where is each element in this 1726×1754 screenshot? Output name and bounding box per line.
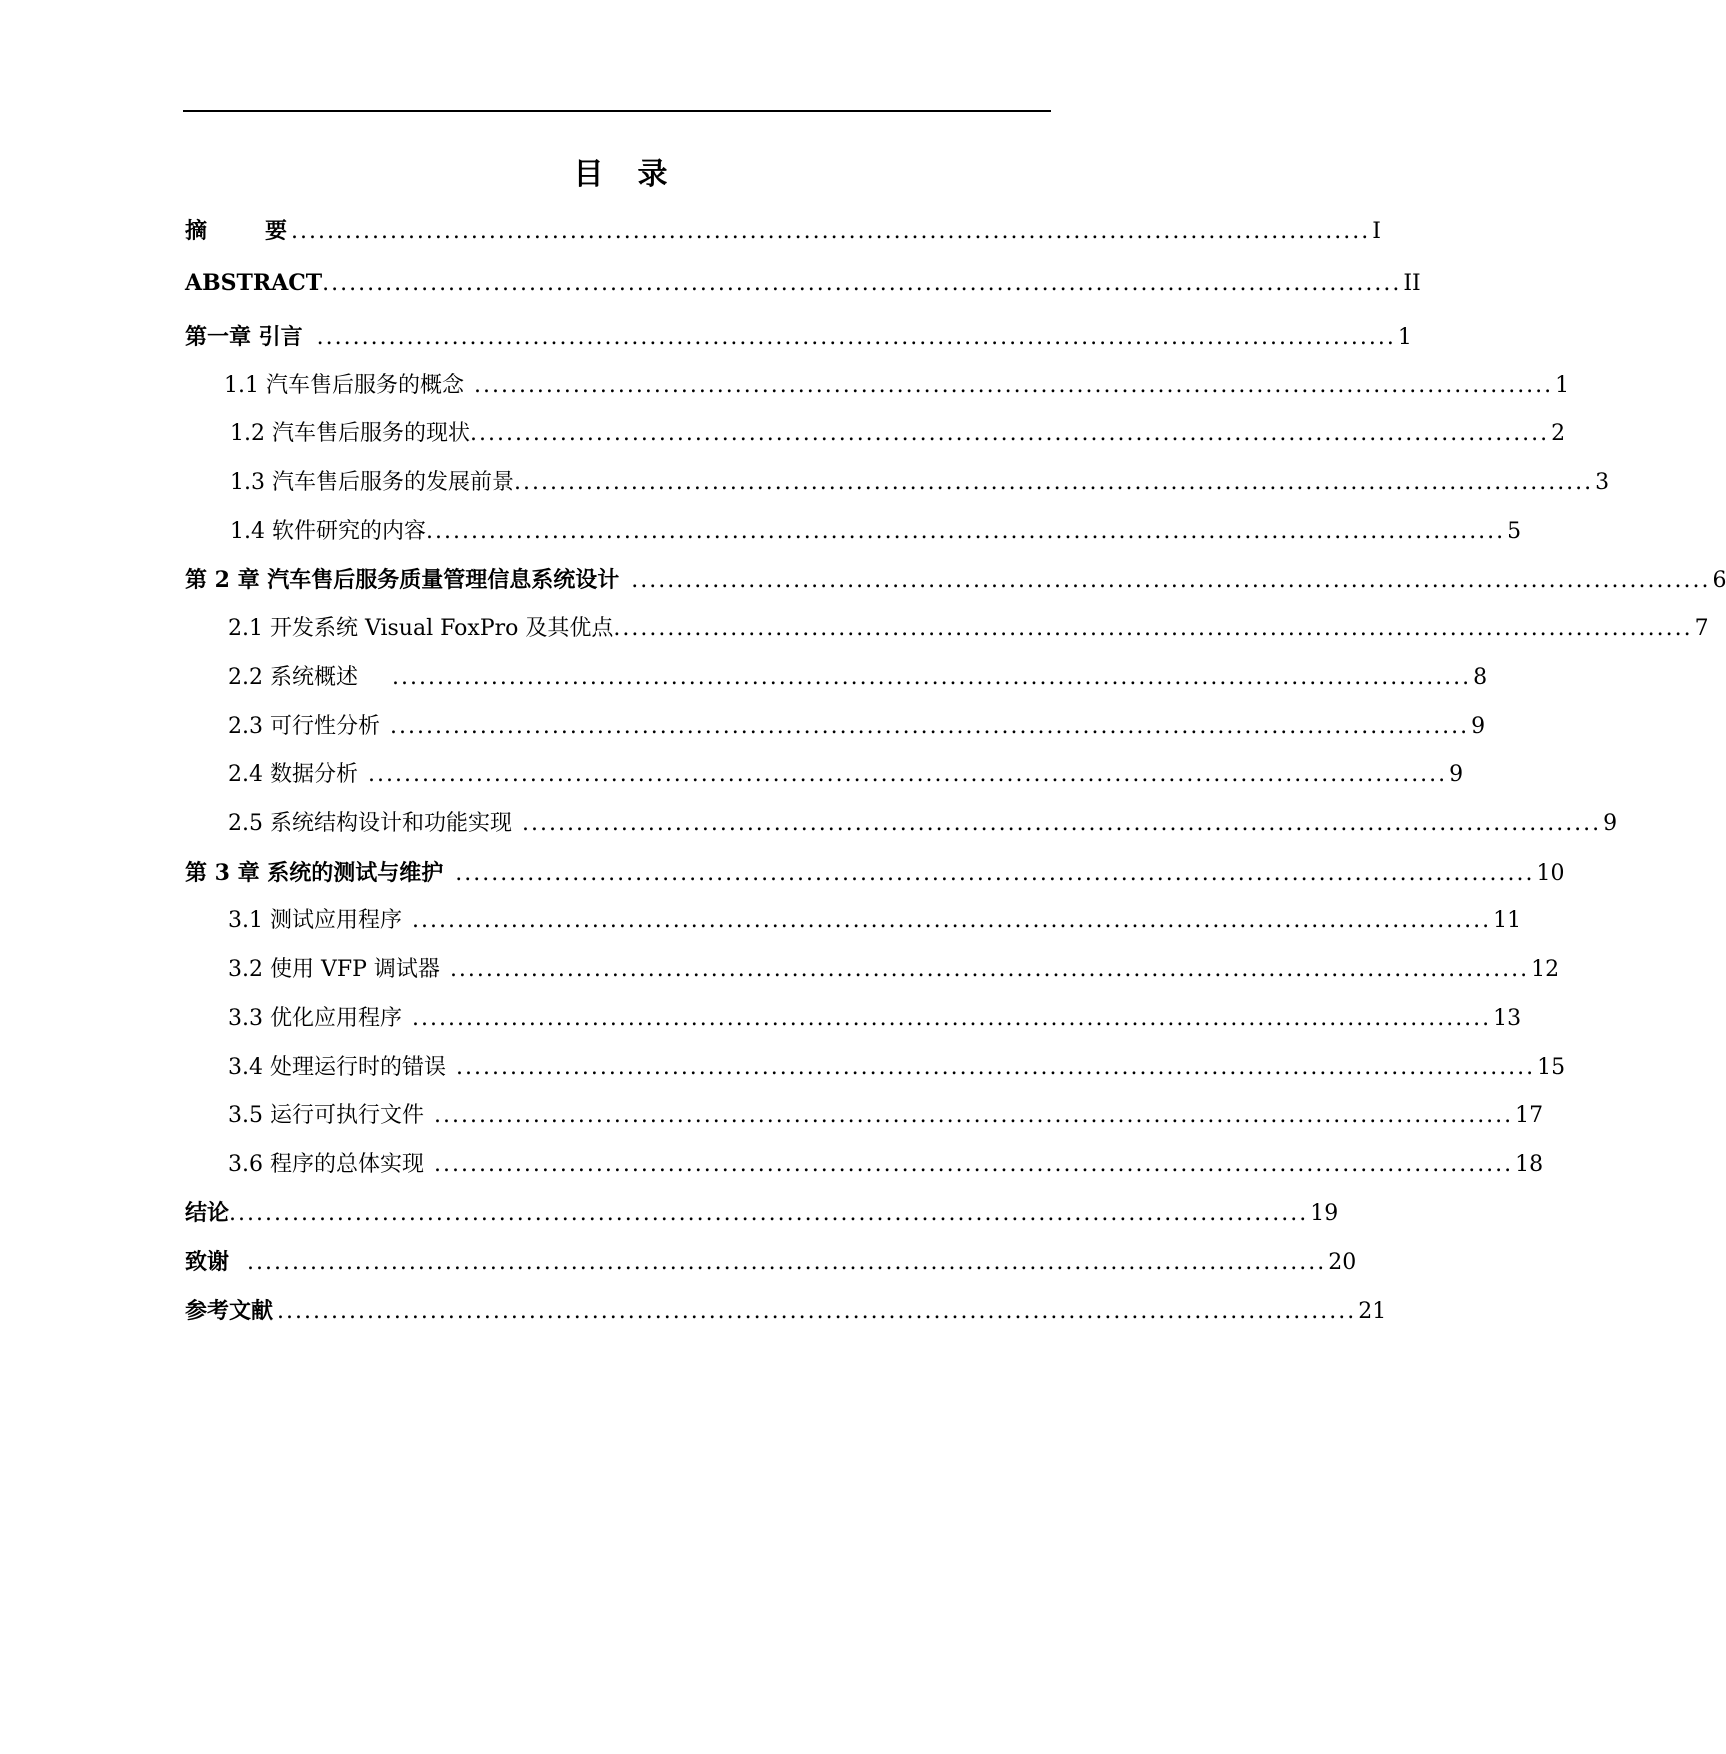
toc-leader: ........................................................................................................................ (367, 762, 1448, 787)
toc-entry-page: II (1403, 271, 1421, 296)
toc-entry-1-2[interactable] (230, 418, 1566, 450)
toc-entry-label: 1.4 软件研究的内容 (230, 519, 426, 544)
toc-leader: ........................................................................................................................ (613, 616, 1693, 641)
toc-leader: ........................................................................................................................ (291, 219, 1371, 244)
toc-leader: ........................................................................................................................ (425, 519, 1506, 544)
toc-leader: ........................................................................................................................ (473, 373, 1554, 398)
toc-entry-page: 9 (1471, 714, 1486, 739)
toc-entry-page: 20 (1328, 1250, 1357, 1275)
toc-entry-2-1[interactable] (228, 613, 1709, 645)
toc-leader: ........................................................................................................................ (513, 470, 1594, 495)
toc-leader: ........................................................................................................................ (389, 714, 1470, 739)
toc-entry-page: 15 (1537, 1055, 1566, 1080)
toc-leader: ........................................................................................................................ (411, 908, 1492, 933)
toc-leader: ........................................................................................................................ (449, 957, 1530, 982)
toc-entry-label: 第 3 章 系统的测试与维护 (185, 860, 444, 886)
toc-entry-chapter-2[interactable] (185, 564, 1726, 596)
toc-leader: ........................................................................................................................ (316, 325, 1396, 350)
toc-entry-page: 3 (1595, 470, 1610, 495)
toc-entry-2-5[interactable] (228, 808, 1618, 840)
toc-entry-page: 18 (1515, 1152, 1544, 1177)
toc-entry-page: 7 (1694, 616, 1709, 641)
toc-entry-label: 1.2 汽车售后服务的现状 (230, 421, 470, 446)
toc-entry-2-4[interactable] (228, 759, 1464, 791)
toc-entry-3-4[interactable] (228, 1052, 1566, 1084)
toc-entry-label: 1.3 汽车售后服务的发展前景 (230, 470, 514, 495)
toc-entry-page: 21 (1358, 1299, 1387, 1324)
toc-entry-label: 结论 (185, 1200, 230, 1226)
toc-entry-page: 1 (1555, 373, 1570, 398)
toc-entry-page: 2 (1551, 421, 1566, 446)
toc-entry-page: 1 (1397, 325, 1412, 350)
header-rule (183, 110, 1051, 112)
toc-entry-abstract-en[interactable] (185, 267, 1421, 299)
toc-entry-label: 1.1 汽车售后服务的概念 (224, 373, 464, 398)
toc-entry-acknowledgements[interactable] (185, 1246, 1357, 1278)
toc-leader: ........................................................................................................................ (455, 861, 1535, 886)
toc-leader: ........................................................................................................................ (631, 568, 1711, 593)
toc-entry-label: 摘 要 (185, 218, 288, 244)
toc-leader: ........................................................................................................................ (411, 1006, 1492, 1031)
toc-entry-label: 2.5 系统结构设计和功能实现 (228, 811, 512, 836)
toc-entry-label: 第 2 章 汽车售后服务质量管理信息系统设计 (185, 567, 620, 593)
toc-entry-abstract-cn[interactable] (185, 215, 1381, 247)
toc-leader: ........................................................................................................................ (433, 1103, 1514, 1128)
toc-leader: ........................................................................................................................ (391, 665, 1472, 690)
toc-entry-page: 19 (1310, 1201, 1339, 1226)
toc-entry-references[interactable] (185, 1295, 1387, 1327)
toc-entry-page: I (1372, 219, 1381, 244)
toc-leader: ........................................................................................................................ (229, 1201, 1309, 1226)
toc-entry-page: 10 (1536, 861, 1565, 886)
toc-entry-label: 3.5 运行可执行文件 (228, 1103, 424, 1128)
toc-entry-label: 3.1 测试应用程序 (228, 908, 402, 933)
toc-entry-label: 第一章 引言 (185, 324, 303, 350)
toc-entry-label: 参考文献 (185, 1298, 274, 1324)
toc-leader: ........................................................................................................................ (277, 1299, 1357, 1324)
toc-title (0, 153, 1241, 197)
toc-entry-1-3[interactable] (230, 467, 1610, 499)
toc-entry-page: 9 (1603, 811, 1618, 836)
toc-entry-page: 12 (1531, 957, 1560, 982)
toc-entry-label: 致谢 (185, 1249, 230, 1275)
toc-entry-conclusion[interactable] (185, 1197, 1339, 1229)
toc-entry-label: 3.4 处理运行时的错误 (228, 1055, 446, 1080)
toc-entry-chapter-3[interactable] (185, 857, 1565, 889)
toc-entry-1-1[interactable] (224, 370, 1570, 402)
toc-entry-2-2[interactable] (228, 662, 1488, 694)
toc-entry-3-2[interactable] (228, 954, 1560, 986)
toc-leader: ........................................................................................................................ (455, 1055, 1536, 1080)
toc-leader: ........................................................................................................................ (469, 421, 1550, 446)
toc-leader: ........................................................................................................................ (433, 1152, 1514, 1177)
toc-entry-3-3[interactable] (228, 1003, 1522, 1035)
toc-entry-page: 13 (1493, 1006, 1522, 1031)
toc-entry-2-3[interactable] (228, 711, 1486, 743)
toc-entry-label: 2.4 数据分析 (228, 762, 358, 787)
toc-entry-3-6[interactable] (228, 1149, 1544, 1181)
toc-entry-3-5[interactable] (228, 1100, 1544, 1132)
toc-entry-page: 9 (1449, 762, 1464, 787)
toc-entry-3-1[interactable] (228, 905, 1522, 937)
toc-entry-page: 8 (1473, 665, 1488, 690)
toc-entry-page: 5 (1507, 519, 1522, 544)
toc-entry-label: 3.6 程序的总体实现 (228, 1152, 424, 1177)
toc-leader: ........................................................................................................................ (521, 811, 1602, 836)
toc-entry-label: ABSTRACT (185, 270, 323, 296)
toc-entry-label: 3.3 优化应用程序 (228, 1006, 402, 1031)
toc-entry-label: 2.3 可行性分析 (228, 714, 380, 739)
toc-entry-label: 2.1 开发系统 Visual FoxPro 及其优点 (228, 616, 614, 641)
toc-leader: ........................................................................................................................ (247, 1250, 1327, 1275)
toc-entry-chapter-1[interactable] (185, 321, 1412, 353)
toc-leader: ........................................................................................................................ (322, 271, 1402, 296)
toc-entry-page: 17 (1515, 1103, 1544, 1128)
toc-title-char-1: 目 (573, 157, 604, 192)
toc-entry-page: 6 (1712, 568, 1726, 593)
toc-entry-label: 2.2 系统概述 (228, 665, 358, 690)
toc-entry-1-4[interactable] (230, 516, 1522, 548)
toc-entry-label: 3.2 使用 VFP 调试器 (228, 957, 440, 982)
toc-title-char-2: 录 (637, 157, 668, 192)
toc-entry-page: 11 (1493, 908, 1522, 933)
